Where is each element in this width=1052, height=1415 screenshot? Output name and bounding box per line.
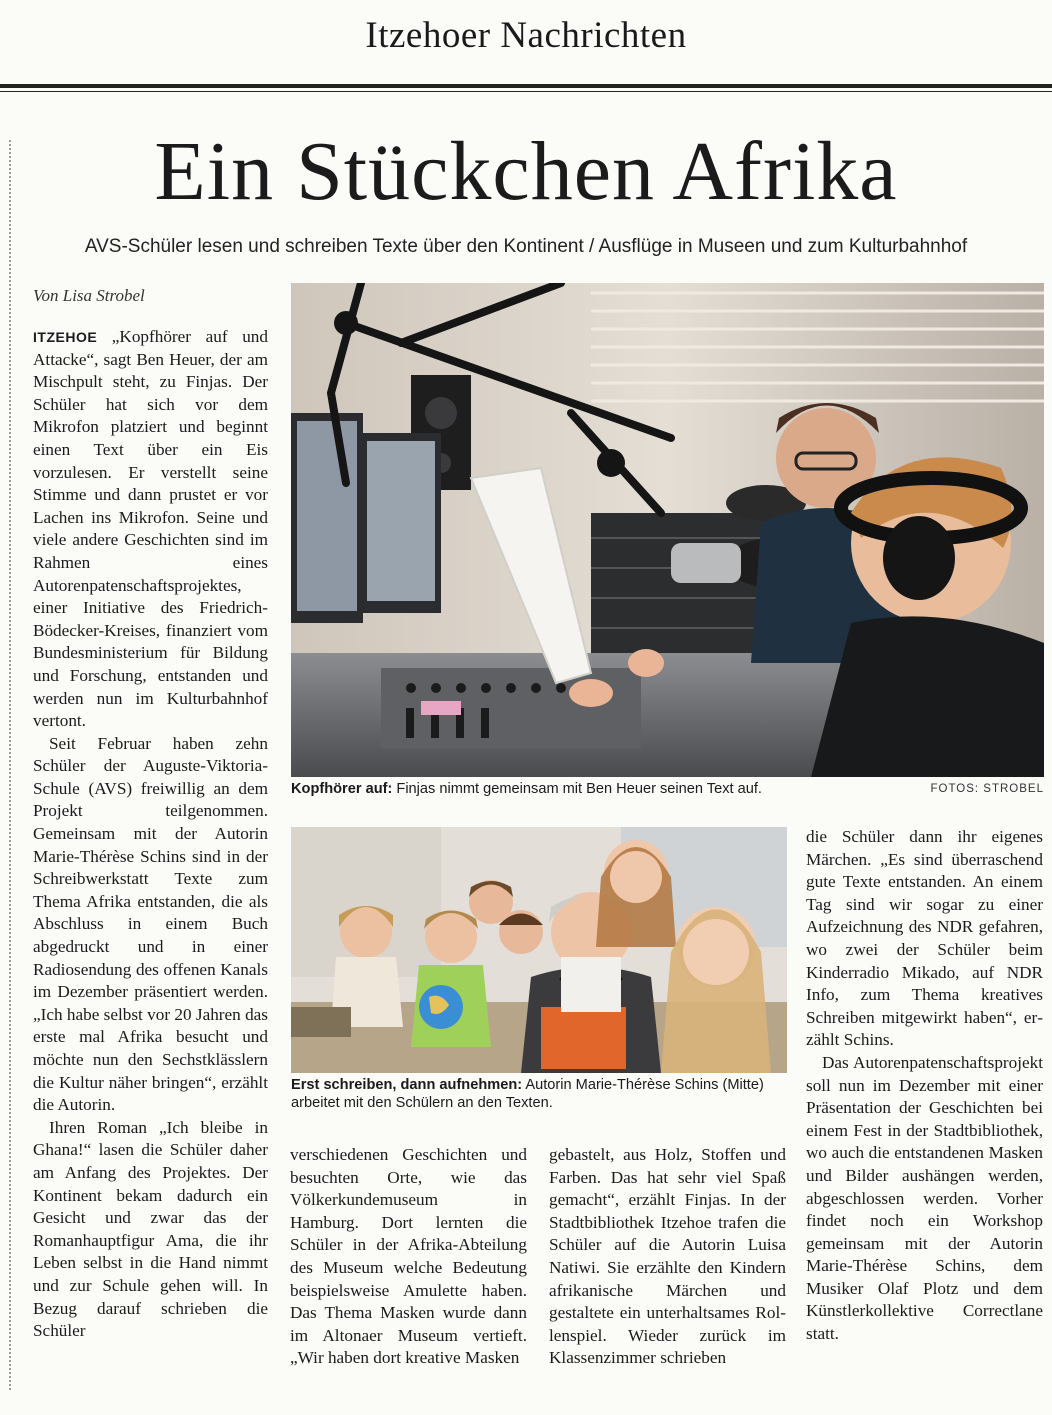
article-column-3 — [549, 1144, 786, 1370]
header-rule-thick — [0, 84, 1052, 88]
paragraph-1-text: „Kopfhörer auf und Attacke“, sagt Ben Heuer, der am Mischpult steht, zu Finjas. Der Schüler hat sich vor dem Mikrofon platziert und beginnt einen Text über ein Eis vorzulesen. Er verstellt seine Stimme und dann prustet er vor Lachen ins Mikrofon. Seine und viele andere Geschichten sind im Rahmen eines Autorenpatenschaftsprojektes, einer Initiative des Friedrich-Bödecker-Kreises, finanziert vom Bundesministerium für Bildung und Forschung, entstanden und werden nun im Kulturbahnhof vertont. — [33, 327, 268, 731]
photo-writing-workshop-caption — [291, 1076, 787, 1112]
caption-lead-2: Erst schreiben, dann aufnehmen: — [291, 1077, 523, 1093]
paragraph-col2: verschiedenen Geschichten und besuchten Orte, wie das Völkerkundemuseum in Hamburg. Dort lernten die Schüler in der Afrika-Abteilung des Museum welche Bedeutung beispielsweise Amulette haben. Das Thema Masken wurde dann im Altonaer Museum vertieft. „Wir haben dort kreative Masken — [290, 1145, 527, 1368]
margin-dotted-line — [9, 140, 11, 1390]
dateline: ITZEHOE — [33, 329, 98, 345]
photo-radio-studio-image — [291, 283, 1044, 777]
article-headline: Ein Stückchen Afrika — [154, 125, 898, 218]
article-byline: Von Lisa Strobel — [33, 286, 145, 305]
photo-credit: FOTOS: STROBEL — [930, 783, 1044, 795]
paragraph-2: Seit Februar haben zehn Schüler der Auguste-Viktoria-Schule (AVS) freiwillig an dem Projekt teilgenommen. Gemeinsam mit der Autorin Marie-Thérèse Schins sind in der Schreibwerkstatt Texte zum Thema Afrika entstanden, die als Abschluss in einem Buch abgedruckt und in einer Radiosendung des offenen Kanals im Dezember präsentiert werden. „Ich habe selbst vor 20 Jahren das erste mal Afrika besucht und möchte nun den Sechstklässlern die Kultur näher bringen“, erzählt die Autorin. — [33, 733, 268, 1115]
caption-lead: Kopfhörer auf: — [291, 781, 393, 797]
caption-text-2: Autorin Marie-Thérèse Schins (Mitte) arbeitet mit den Schülern an den Texten. — [291, 1077, 764, 1111]
paragraph-col3: gebastelt, aus Holz, Stoffen und Farben. Das hat sehr viel Spaß gemacht“, erzählt Finjas. In der Stadtbibliothek Itzehoe trafen die Schüler auf die Autorin Luisa Natiwi. Sie erzählte den Kindern afrikanische Märchen und gestaltete ein unterhaltsames Rollenspiel. Wieder zurück im Klassenzimmer schrieben — [549, 1145, 786, 1368]
paragraph-1 — [33, 326, 268, 733]
article-column-2 — [290, 1144, 527, 1370]
photo-radio-studio-caption — [291, 780, 911, 798]
paragraph-col4-2: Das Autorenpatenschaftsprojekt soll nun im Dezember mit einer Präsentation der Geschichten bei einem Fest in der Stadtbibliothek, wo auch die entstandenen Masken und Bilder aushängen werden, abgeschlossen werden. Vorher findet noch ein Workshop gemeinsam mit der Autorin Marie-Thérèse Schins, dem Musiker Olaf Plotz und dem Künstlerkollektive Correctlane statt. — [806, 1052, 1043, 1344]
photo-radio-studio — [291, 283, 1044, 777]
paragraph-col4-1: die Schüler dann ihr eigenes Märchen. „Es sind überraschend gute Texte entstanden. An einem Tag sind wir sogar zu einer Aufzeichnung des NDR gefahren, wo zwei der Schüler beim Kinderradio Mikado, auf NDR Info, zum Thema kreatives Schreiben mitgewirkt haben“, erzählt Schins. — [806, 827, 1043, 1050]
photo-writing-workshop — [291, 827, 787, 1073]
photo-writing-workshop-image — [291, 827, 787, 1073]
article-column-1 — [33, 326, 268, 1343]
caption-text: Finjas nimmt gemeinsam mit Ben Heuer seinen Text auf. — [392, 781, 762, 797]
article-column-4 — [806, 826, 1043, 1346]
header-rule-thin — [0, 91, 1052, 92]
section-header: Itzehoer Nachrichten — [365, 15, 687, 56]
article-subheadline: AVS-Schüler lesen und schreiben Texte über den Kontinent / Ausflüge in Museen und zum Kulturbahnhof — [84, 236, 968, 257]
paragraph-3: Ihren Roman „Ich bleibe in Ghana!“ lasen die Schüler daher am Anfang des Projektes. Der Kontinent bekam dadurch ein Gesicht und zwar das der Romanhauptfigur Ama, die ihr Leben selbst in die Hand nimmt und zur Schule gehen will. In Bezug darauf schrieben die Schüler — [33, 1117, 268, 1341]
